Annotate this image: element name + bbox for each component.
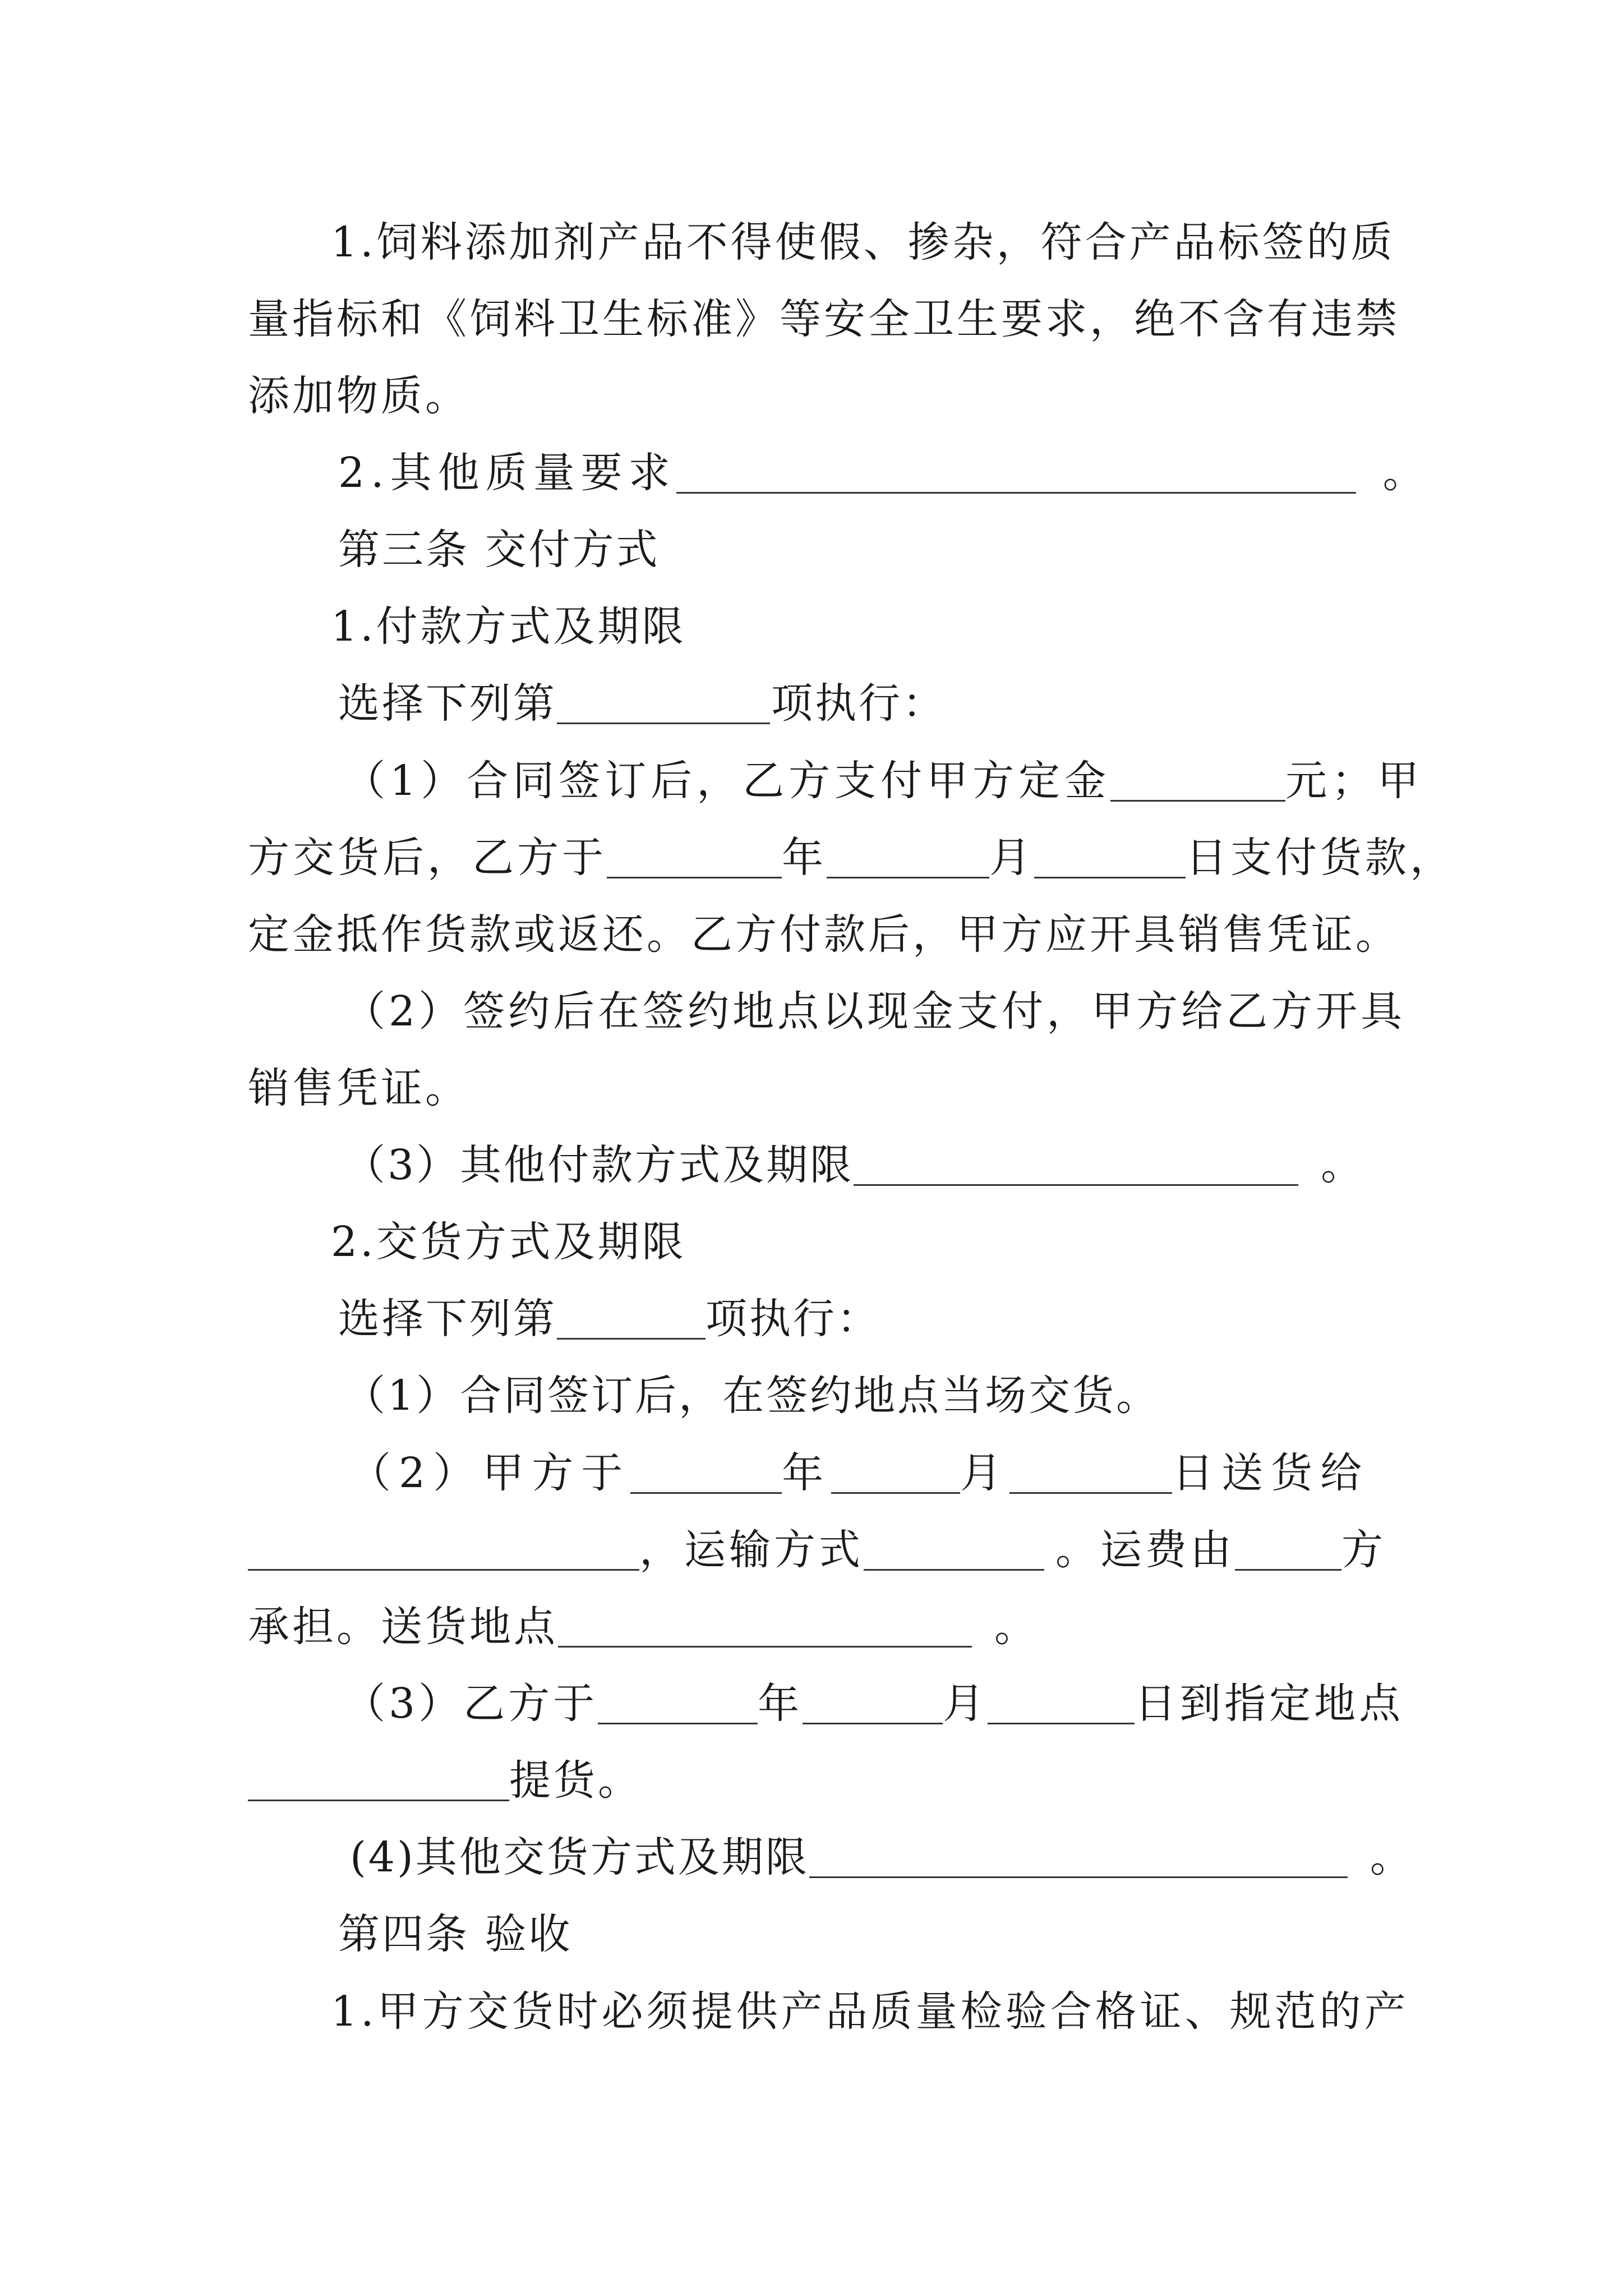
article-4-heading bbox=[338, 1901, 573, 1968]
text: 日到指定地点 bbox=[1135, 1680, 1404, 1728]
payment-option-1-line-1 bbox=[344, 747, 1423, 815]
quality-clause-2 bbox=[338, 439, 1431, 507]
article-3-heading bbox=[338, 516, 660, 583]
delivery-option-4 bbox=[350, 1824, 1414, 1891]
payment-option-2-line-2 bbox=[248, 1055, 469, 1122]
delivery-option-2-line-1 bbox=[349, 1439, 1370, 1507]
payment-option-2-line-1 bbox=[344, 978, 1405, 1045]
text: 1.甲方交货时必须提供产品质量检验合格证、规范的产 bbox=[331, 1987, 1409, 2036]
text: 月 bbox=[960, 1449, 1010, 1497]
text: 年 bbox=[782, 1449, 832, 1497]
text: 。 bbox=[1370, 1833, 1414, 1881]
quality-clause-1-line-1 bbox=[331, 209, 1395, 276]
fill-blank[interactable] bbox=[558, 1604, 972, 1648]
text: 日支付货款， bbox=[1186, 834, 1455, 882]
fill-blank[interactable] bbox=[1009, 1451, 1172, 1494]
text: 承担。送货地点 bbox=[248, 1603, 558, 1651]
payment-choose bbox=[338, 670, 946, 737]
fill-blank[interactable] bbox=[1034, 835, 1186, 878]
text: 提货。 bbox=[509, 1756, 642, 1805]
text: 年 bbox=[782, 834, 827, 882]
text: 1.付款方式及期限 bbox=[331, 602, 686, 651]
text: 2.其他质量要求 bbox=[338, 449, 676, 497]
text: 。 bbox=[1382, 449, 1431, 497]
text: 第三条 交付方式 bbox=[338, 526, 660, 574]
fill-blank[interactable] bbox=[1235, 1527, 1341, 1571]
text: 1.饲料添加剂产品不得使假、掺杂，符合产品标签的质 bbox=[331, 218, 1395, 266]
delivery-option-1 bbox=[344, 1362, 1160, 1429]
fill-blank[interactable] bbox=[1110, 758, 1285, 802]
text: （3）其他付款方式及期限 bbox=[344, 1141, 854, 1189]
text: （1）合同签订后，乙方支付甲方定金 bbox=[344, 757, 1111, 805]
text: (4)其他交货方式及期限 bbox=[350, 1833, 809, 1881]
fill-blank[interactable] bbox=[854, 1143, 1298, 1186]
text: 添加物质。 bbox=[248, 372, 469, 420]
text: 量指标和《饲料卫生标准》等安全卫生要求，绝不含有违禁 bbox=[248, 295, 1400, 343]
text: 年 bbox=[758, 1680, 803, 1728]
fill-blank[interactable] bbox=[803, 1681, 943, 1724]
fill-blank[interactable] bbox=[248, 1758, 509, 1801]
payment-heading bbox=[331, 593, 686, 660]
text: （1）合同签订后，在签约地点当场交货。 bbox=[344, 1372, 1160, 1420]
delivery-heading bbox=[331, 1208, 686, 1276]
fill-blank[interactable] bbox=[630, 1451, 782, 1494]
delivery-option-2-line-3 bbox=[248, 1593, 1039, 1660]
delivery-option-3-line-1 bbox=[344, 1670, 1404, 1737]
payment-option-3 bbox=[344, 1131, 1364, 1199]
fill-blank[interactable] bbox=[598, 1681, 758, 1724]
fill-blank[interactable] bbox=[831, 1451, 960, 1494]
text: 元；甲 bbox=[1285, 757, 1424, 805]
text: 第四条 验收 bbox=[338, 1910, 573, 1958]
text: 。 bbox=[1321, 1141, 1365, 1189]
text: 方 bbox=[1341, 1526, 1386, 1574]
fill-blank[interactable] bbox=[557, 1296, 706, 1340]
text: 日送货给 bbox=[1172, 1449, 1370, 1497]
text: ，运输方式 bbox=[639, 1526, 864, 1574]
fill-blank[interactable] bbox=[676, 450, 1356, 494]
text: 2.交货方式及期限 bbox=[331, 1218, 686, 1266]
fill-blank[interactable] bbox=[248, 1527, 639, 1571]
payment-option-1-line-2 bbox=[248, 824, 1455, 891]
quality-clause-1-line-2 bbox=[248, 286, 1400, 353]
text: 月 bbox=[943, 1680, 988, 1728]
text: 选择下列第 bbox=[338, 1295, 557, 1343]
text: 方交货后，乙方于 bbox=[248, 834, 607, 882]
text: 。 bbox=[994, 1603, 1039, 1651]
fill-blank[interactable] bbox=[988, 1681, 1135, 1724]
payment-option-1-line-3 bbox=[248, 901, 1400, 968]
text: （3）乙方于 bbox=[344, 1680, 598, 1728]
fill-blank[interactable] bbox=[809, 1835, 1348, 1878]
text: （2）签约后在签约地点以现金支付，甲方给乙方开具 bbox=[344, 987, 1406, 1036]
text: 定金抵作货款或返还。乙方付款后，甲方应开具销售凭证。 bbox=[248, 910, 1400, 959]
text: 项执行： bbox=[771, 679, 946, 728]
fill-blank[interactable] bbox=[607, 835, 782, 878]
text: 月 bbox=[989, 834, 1034, 882]
text: 选择下列第 bbox=[338, 679, 557, 728]
delivery-option-2-line-2 bbox=[248, 1516, 1386, 1584]
acceptance-clause-1 bbox=[331, 1978, 1409, 2045]
text: 项执行： bbox=[706, 1295, 880, 1343]
delivery-option-3-line-2 bbox=[248, 1747, 642, 1814]
text: 销售凭证。 bbox=[248, 1064, 469, 1112]
fill-blank[interactable] bbox=[864, 1527, 1044, 1571]
text: 。运费由 bbox=[1055, 1526, 1235, 1574]
quality-clause-1-line-3 bbox=[248, 362, 469, 430]
fill-blank[interactable] bbox=[557, 681, 770, 724]
text: （2）甲方于 bbox=[349, 1449, 631, 1497]
fill-blank[interactable] bbox=[827, 835, 989, 878]
delivery-choose bbox=[338, 1285, 880, 1352]
